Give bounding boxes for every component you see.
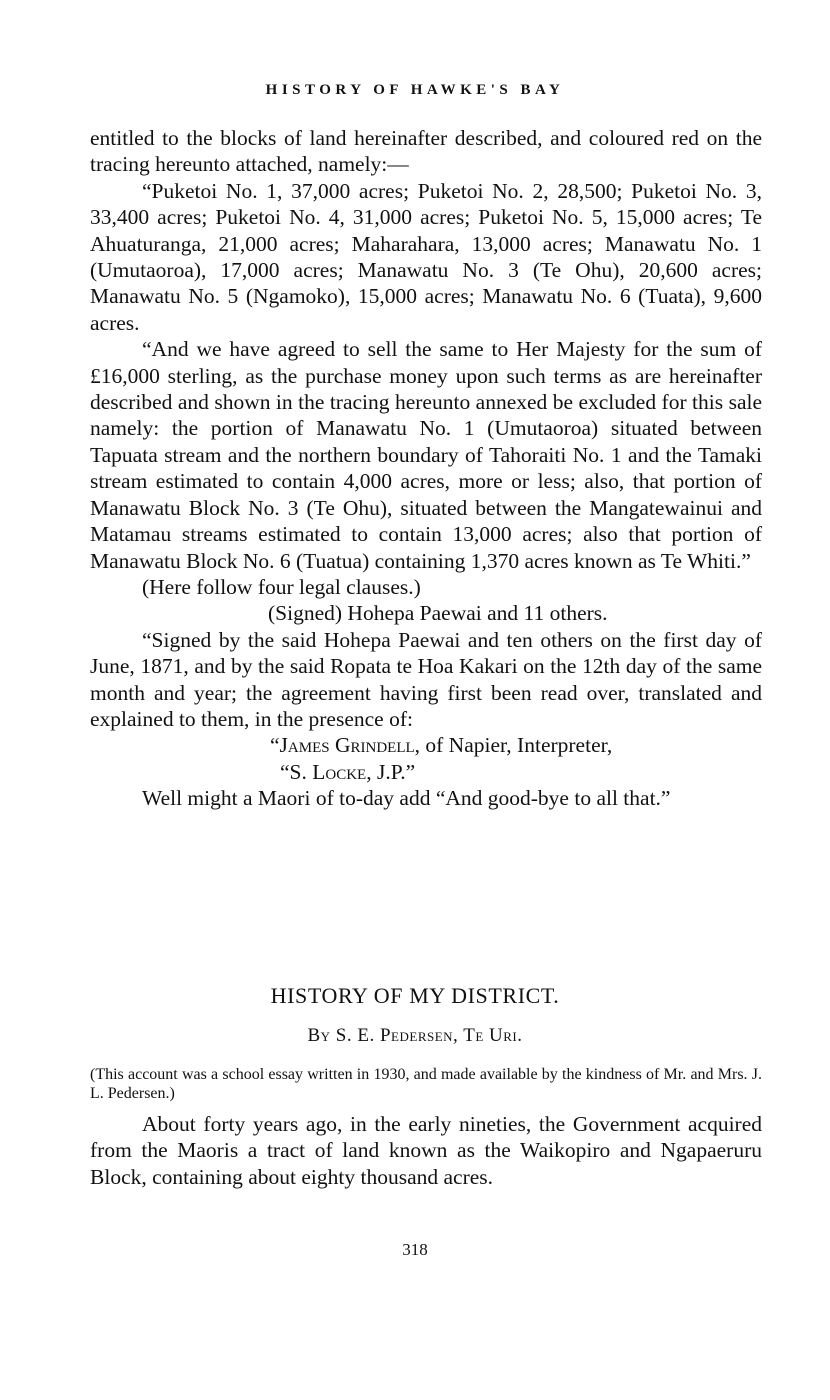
witness-detail: J.P.” (371, 759, 416, 784)
section-title: HISTORY OF MY DISTRICT. (270, 983, 560, 1008)
quoted-deed-text (90, 125, 762, 812)
paragraph: Well might a Maori of to-day add “And good-bye to all that.” (142, 786, 671, 811)
paragraph: entitled to the blocks of land hereinafter described, and coloured red on the tracing hereunto attached, namely:— (90, 126, 762, 177)
paragraph: “Puketoi No. 1, 37,000 acres; Puketoi No. 2, 28,500; Puketoi No. 3, 33,400 acres; Puketoi No. 4, 31,000 acres; Puketoi No. 5, 15,000 acres; Te Ahuaturanga, 21,000 acres; Maharahara, 13,000 acres; Manawatu No. 1 (Umutaoroa), 17,000 acres; Manawatu No. 3 (Te Ohu), 20,600 acres; Manawatu No. 5 (Ngamoko), 15,000 acres; Manawatu No. 6 (Tuata), 9,600 acres. (90, 178, 762, 335)
essay-text (90, 1111, 762, 1190)
paragraph: “Signed by the said Hohepa Paewai and ten others on the first day of June, 1871, and by the said Ropata te Hoa Kakari on the 12th day of the same month and year; the agreement having first been read over, translated and explained to them, in the presence of: (90, 627, 762, 731)
paragraph: About forty years ago, in the early nineties, the Government acquired from the Maoris a tract of land known as the Waikopiro and Ngapaeruru Block, containing about eighty thousand acres. (90, 1112, 762, 1189)
witness-name: “James Grindell, (270, 733, 421, 758)
witness-detail: of Napier, Interpreter, (420, 733, 613, 758)
editorial-note: (This account was a school essay written in 1930, and made available by the kindness of Mr. and Mrs. J. L. Pedersen.) (90, 1066, 762, 1102)
page-number: 318 (402, 1240, 428, 1259)
paragraph: (Here follow four legal clauses.) (142, 574, 421, 599)
signature-line: (Signed) Hohepa Paewai and 11 others. (268, 601, 608, 626)
paragraph: “And we have agreed to sell the same to Her Majesty for the sum of £16,000 sterling, as the purchase money upon such terms as are hereinafter described and shown in the tracing hereunto annexed be excluded for this sale namely: the portion of Manawatu No. 1 (Umutaoroa) situated between Tapuata stream and the northern boundary of Tahoraiti No. 1 and the Tamaki stream estimated to contain 4,000 acres, more or less; also, that portion of Manawatu Block No. 3 (Te Ohu), situated between the Mangatewainui and Matamau streams estimated to contain 13,000 acres; also that portion of Manawatu Block No. 6 (Tuatua) containing 1,370 acres known as Te Whiti.” (90, 337, 762, 573)
witness-line (90, 759, 762, 785)
author-byline: By S. E. Pedersen, Te Uri. (307, 1025, 523, 1046)
witness-line (90, 732, 762, 758)
running-head: HISTORY OF HAWKE'S BAY (265, 82, 565, 98)
witness-name: “S. Locke, (280, 759, 372, 784)
